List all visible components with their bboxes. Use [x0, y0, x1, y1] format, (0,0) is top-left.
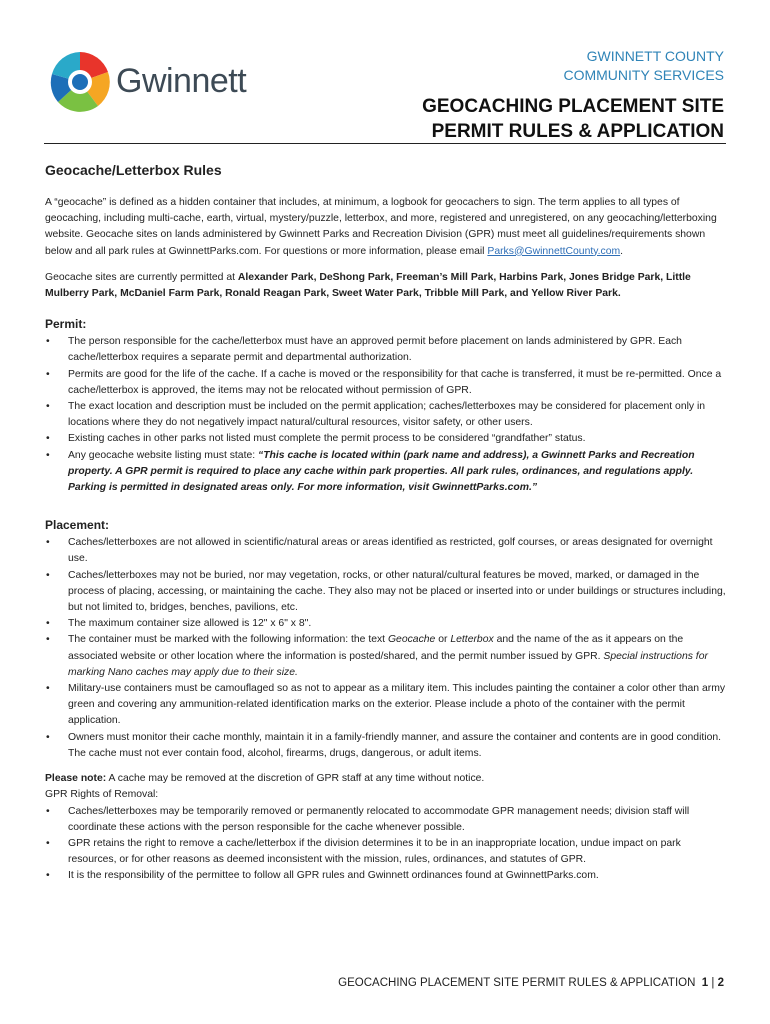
marking-letterbox: Letterbox [450, 634, 494, 646]
permit-heading: Permit: [45, 317, 87, 332]
marking-or: or [435, 634, 451, 646]
list-item: • Caches/letterboxes may not be buried, nor may vegetation, rocks, or other natural/cultural features be moved, marked, or damaged in the process of placing, accessing, or maintaining the cache. They also may not be placed or inserted into or under buildings or structures including, but not limited to, bridges, benches, pavilions, etc. [45, 568, 727, 617]
list-item [45, 632, 727, 681]
removal-list [45, 804, 727, 885]
list-item: • The exact location and description must be included on the permit application; caches/letterboxes may be considered for placement only in locations where they do not negatively impact natural/cultural resources, visitor safety, or other users. [45, 399, 727, 431]
list-item: • The maximum container size allowed is 12" x 6" x 8". [45, 616, 727, 632]
permit-list [45, 334, 727, 496]
page-number: 1 [701, 977, 709, 989]
page-separator: | [711, 977, 715, 989]
list-item: • Existing caches in other parks not listed must complete the permit process to be considered “grandfather” status. [45, 431, 727, 447]
listing-statement-lead: Any geocache website listing must state: [68, 449, 259, 461]
document-header [422, 47, 724, 144]
list-item: • Owners must monitor their cache monthly, maintain it in a family-friendly manner, and assure the container and contents are in good condition. The cache must not ever contain food, alcohol, firearms, drugs, dangerous, or adult items. [45, 730, 727, 762]
list-item: • It is the responsibility of the permittee to follow all GPR rules and Gwinnett ordinances found at GwinnettParks.com. [45, 868, 727, 884]
logo-wordmark: Gwinnett [116, 62, 247, 100]
list-item: • Caches/letterboxes may be temporarily removed or permanently relocated to accommodate GPR management needs; division staff will coordinate these actions with the person responsible for the cache whenever possible. [45, 804, 727, 836]
parks-paragraph [45, 270, 727, 302]
parks-list: Alexander Park, DeShong Park, Freeman’s Mill Park, Harbins Park, Jones Bridge Park, Little Mulberry Park, McDaniel Farm Park, Ronald Reagan Park, Sweet Water Park, Tribble Mill Park, and Yellow River Park. [45, 271, 691, 300]
gwinnett-logo-icon [48, 50, 112, 114]
section-title: Geocache/Letterbox Rules [45, 162, 222, 178]
gwinnett-logo [48, 50, 248, 116]
document-title-line1: GEOCACHING PLACEMENT SITE [422, 96, 724, 117]
list-item: • The person responsible for the cache/letterbox must have an approved permit before placement on lands administered by GPR. Each cache/letterbox requires a separate permit and departmental authorization. [45, 334, 727, 366]
list-item: • Caches/letterboxes are not allowed in scientific/natural areas or areas identified as restricted, golf courses, or areas designated for overnight use. [45, 535, 727, 567]
marking-text-a: The container must be marked with the following information: the text [68, 634, 388, 646]
list-item: • Permits are good for the life of the cache. If a cache is moved or the responsibility for that cache is transferred, it must be re-permitted. Once a cache/letterbox is approved, the items may not be relocated without permission of GPR. [45, 367, 727, 399]
footer-title: GEOCACHING PLACEMENT SITE PERMIT RULES & APPLICATION [338, 977, 696, 989]
intro-end: . [620, 245, 624, 257]
marking-geocache: Geocache [387, 634, 436, 646]
removal-rights-label: GPR Rights of Removal: [45, 789, 159, 801]
note-text: A cache may be removed at the discretion of GPR staff at any time without notice. [106, 773, 485, 785]
note-paragraph [45, 771, 727, 787]
marking-nano-note: Special instructions for marking Nano caches may apply due to their size. [68, 650, 708, 678]
page-footer [338, 977, 724, 989]
list-item: • Military-use containers must be camouflaged so as not to appear as a military item. This includes painting the container a color other than army green and covering any ammunition-related identification marks on the exterior. Please include a photo of the container with the permit application. [45, 681, 727, 730]
page-total: 2 [717, 977, 724, 989]
listing-statement-quote: “This cache is located within (park name and address), a Gwinnett Parks and Recreation property. A GPR permit is required to place any cache within park properties. All park rules, ordinances, and regulations apply. Parking is permitted in designated areas only. For more information, visit GwinnettParks.com.” [68, 449, 695, 494]
document-body [45, 162, 727, 885]
header-divider [44, 143, 726, 144]
contact-email-link[interactable]: Parks@GwinnettCounty.com [487, 245, 621, 257]
org-name-line1: GWINNETT COUNTY [586, 48, 724, 64]
parks-lead: Geocache sites are currently permitted at [45, 271, 238, 283]
list-item [45, 448, 727, 497]
placement-heading: Placement: [45, 518, 110, 533]
document-title-line2: PERMIT RULES & APPLICATION [431, 121, 724, 142]
placement-list [45, 535, 727, 762]
intro-text: A “geocache” is defined as a hidden container that includes, at minimum, a logbook for geocachers to sign. The term applies to all types of geocaching, including multi-cache, earth, virtual, mystery/puzzle, letterbox, and more, registered and unregistered, on any geocaching/letterboxing website. Geocache sites on lands administered by Gwinnett Parks and Recreation Division (GPR) must meet all guidelines/requirements shown below and all park rules at GwinnettParks.com. For questions or more information, please email [45, 197, 717, 257]
note-label: Please note: [45, 773, 107, 785]
marking-text-b: and the name of the as it appears on the associated website or other location where the information is posted/shared, and the permit number issued by GPR. [68, 634, 684, 662]
intro-paragraph [45, 195, 727, 260]
list-item: • GPR retains the right to remove a cache/letterbox if the division determines it to be in an inappropriate location, undue impact on park resources, or for other reasons as deemed inconsistent with the mission, rules, ordinances, and statutes of GPR. [45, 836, 727, 868]
org-name-line2: COMMUNITY SERVICES [563, 67, 724, 83]
